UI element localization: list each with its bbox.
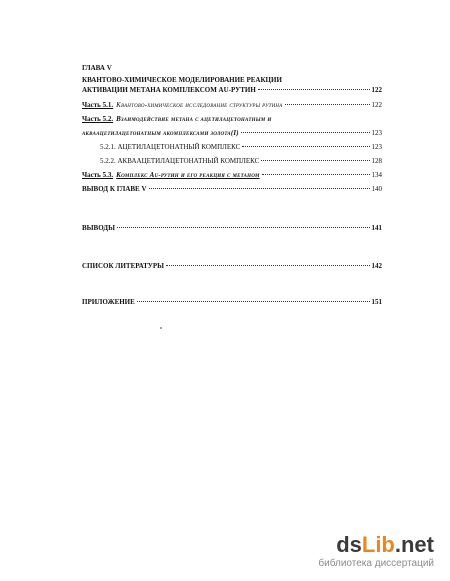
section-label: Часть 5.1. bbox=[82, 101, 114, 109]
dot-leader bbox=[149, 188, 370, 189]
toc-entry-conclusions[interactable] bbox=[82, 224, 382, 233]
dot-leader bbox=[117, 227, 370, 228]
dslib-watermark[interactable] bbox=[274, 533, 434, 569]
dot-leader bbox=[262, 174, 370, 175]
section-title: Комплекс Au-рутин и его реакция с метаном bbox=[116, 171, 260, 179]
page-number: 122 bbox=[371, 86, 382, 94]
toc-entry-5-2[interactable] bbox=[82, 115, 382, 124]
toc-entry-5-2-cont[interactable] bbox=[82, 129, 382, 138]
section-label: Часть 5.3. bbox=[82, 171, 114, 179]
toc-entry-5-3[interactable] bbox=[82, 171, 382, 180]
dot-leader bbox=[285, 104, 370, 105]
page-number: 122 bbox=[371, 101, 382, 109]
section-title: ПРИЛОЖЕНИЕ bbox=[82, 298, 135, 306]
section-title: Квантово-химическое исследование структуры рутина bbox=[116, 101, 283, 109]
page-number: 134 bbox=[371, 171, 382, 179]
page-number: 123 bbox=[371, 129, 382, 137]
toc-entry-appendix[interactable] bbox=[82, 298, 382, 307]
section-title: ВЫВОДЫ bbox=[82, 224, 115, 232]
toc-entry-5-2-1[interactable] bbox=[100, 143, 382, 152]
page-number: 142 bbox=[371, 262, 382, 270]
dslib-logo: dsLib.net bbox=[336, 532, 434, 557]
page-number: 140 bbox=[371, 185, 382, 193]
toc-entry-5-2-2[interactable] bbox=[100, 157, 382, 166]
toc-entry-chapter-conclusion[interactable] bbox=[82, 185, 382, 194]
toc-entry-5-1[interactable] bbox=[82, 101, 382, 110]
dot-leader bbox=[242, 146, 369, 147]
dot-leader bbox=[258, 89, 370, 90]
section-title: аквaацетилацетонатным акомплексами золота(I) bbox=[82, 129, 239, 137]
dot-leader bbox=[137, 301, 370, 302]
dot-leader bbox=[261, 160, 369, 161]
section-title: ВЫВОД К ГЛАВЕ V bbox=[82, 185, 147, 193]
scan-speck bbox=[160, 327, 162, 329]
subsection-title: 5.2.2. АКВААЦЕТИЛАЦЕТОНАТНЫЙ КОМПЛЕКС bbox=[100, 157, 260, 165]
page-number: 141 bbox=[371, 224, 382, 232]
toc-entry-references[interactable] bbox=[82, 262, 382, 271]
dot-leader bbox=[241, 132, 370, 133]
dot-leader bbox=[166, 265, 369, 266]
page-number: 151 bbox=[371, 298, 382, 306]
page-number: 128 bbox=[371, 157, 382, 165]
chapter-heading: ГЛАВА V bbox=[82, 64, 112, 72]
chapter-title-text: АКТИВАЦИИ МЕТАНА КОМПЛЕКСОМ AU-РУТИН bbox=[82, 86, 256, 94]
section-title: Взаимодействие метана с ацетилацетонатным и bbox=[116, 115, 272, 123]
page-number: 123 bbox=[371, 143, 382, 151]
chapter-title-line1: КВАНТОВО-ХИМИЧЕСКОЕ МОДЕЛИРОВАНИЕ РЕАКЦИИ bbox=[82, 76, 282, 84]
section-title: СПИСОК ЛИТЕРАТУРЫ bbox=[82, 262, 165, 270]
section-label: Часть 5.2. bbox=[82, 115, 114, 123]
dslib-subtitle: библиотека диссертаций bbox=[318, 558, 434, 569]
subsection-title: 5.2.1. АЦЕТИЛАЦЕТОНАТНЫЙ КОМПЛЕКС bbox=[100, 143, 241, 151]
chapter-title-line2 bbox=[82, 86, 382, 95]
